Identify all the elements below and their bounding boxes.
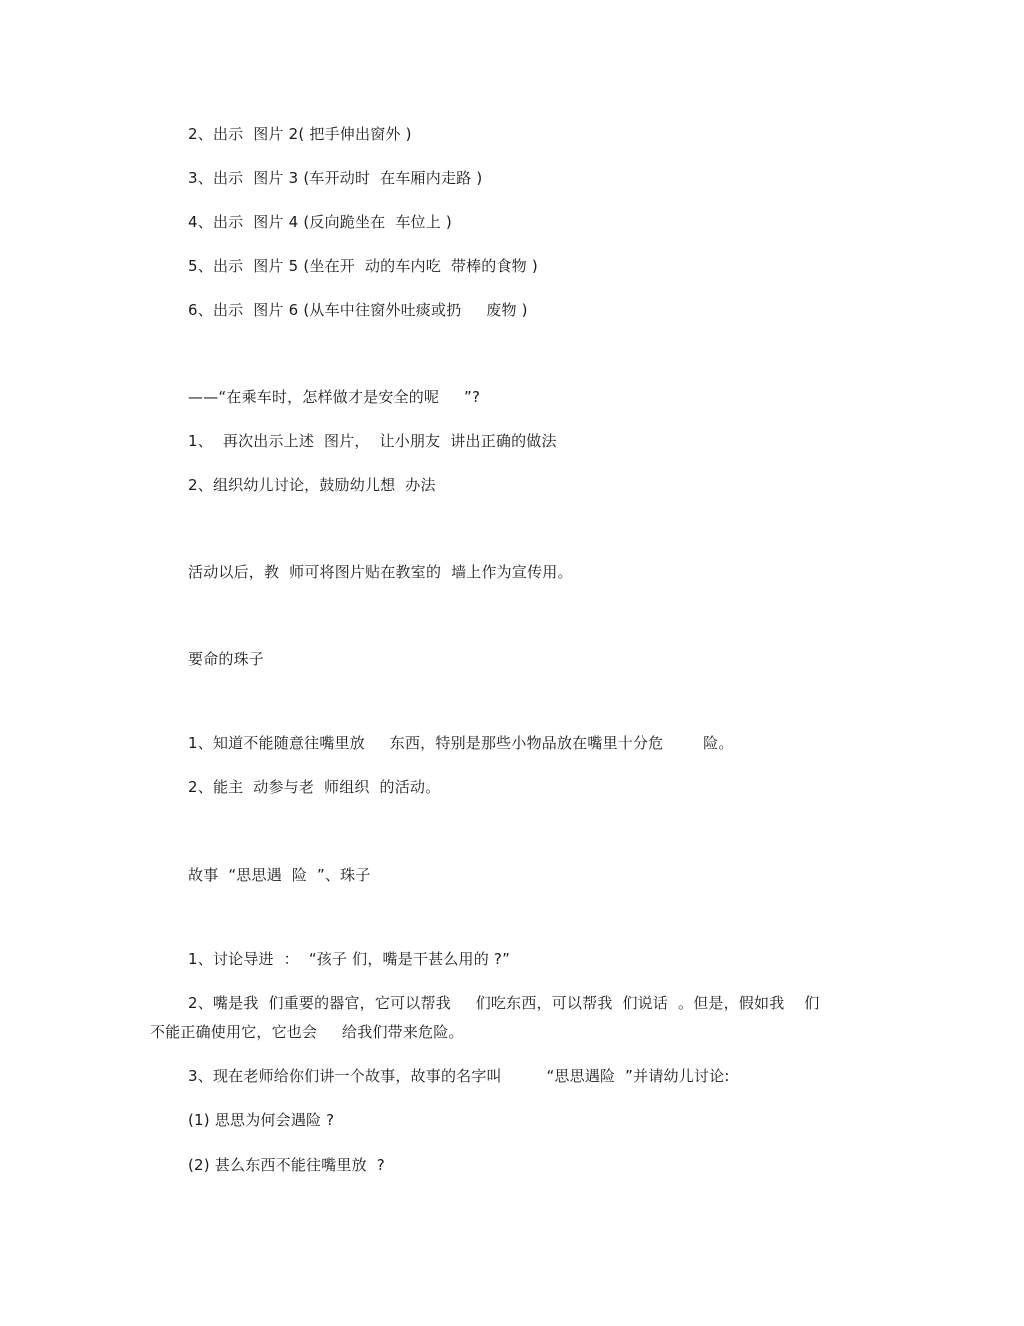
text-line: 1、 再次出示上述 图片， 让小朋友 讲出正确的做法 (188, 432, 557, 450)
materials-line: 故事 “思思遇 险 ”、珠子 (188, 866, 371, 884)
text-line: 2、能主 动参与老 师组织 的活动。 (188, 778, 441, 796)
text-line: 4、出示 图片 4 (反向跪坐在 车位上 ) (188, 213, 452, 231)
text-line: 6、出示 图片 6 (从车中往窗外吐痰或扔 废物 ) (188, 301, 528, 319)
text-line: 1、讨论导进 ： “孩子 们，嘴是干甚么用的 ?” (188, 950, 511, 968)
text-line: (1) 思思为何会遇险 ? (188, 1111, 335, 1129)
text-line: 活动以后，教 师可将图片贴在教室的 墙上作为宣传用。 (188, 563, 573, 581)
text-line: 2、组织幼儿讨论，鼓励幼儿想 办法 (188, 476, 436, 494)
text-line: (2) 甚么东西不能往嘴里放 ? (188, 1156, 385, 1174)
section-heading: 要命的珠子 (188, 650, 265, 668)
text-line: 2、出示 图片 2( 把手伸出窗外 ) (188, 125, 412, 143)
text-line: 1、知道不能随意往嘴里放 东西，特别是那些小物品放在嘴里十分危 险。 (188, 734, 734, 752)
text-line: 3、出示 图片 3 (车开动时 在车厢内走路 ) (188, 169, 483, 187)
section-question: ——“在乘车时，怎样做才是安全的呢 ”? (188, 388, 481, 406)
text-line: 5、出示 图片 5 (坐在开 动的车内吃 带棒的食物 ) (188, 257, 538, 275)
text-line: 2、嘴是我 们重要的器官，它可以帮我 们吃东西，可以帮我 们说话 。但是，假如我 们 (188, 994, 820, 1012)
text-line: 不能正确使用它，它也会 给我们带来危险。 (150, 1023, 464, 1041)
text-line: 3、现在老师给你们讲一个故事，故事的名字叫 “思思遇险 ”并请幼儿讨论: (188, 1067, 730, 1085)
